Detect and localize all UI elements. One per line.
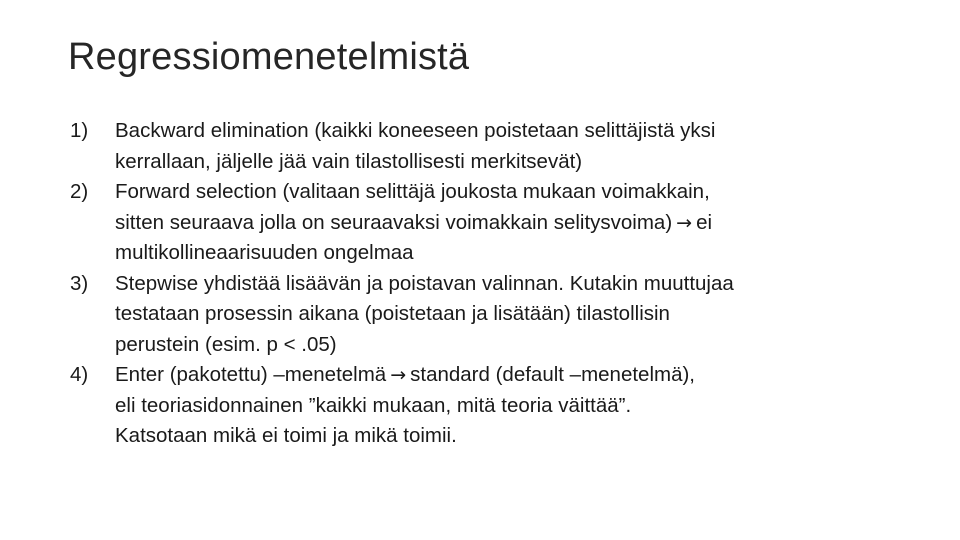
list-item-text: kerrallaan, jäljelle jää vain tilastollisesti merkitsevät) bbox=[115, 149, 583, 173]
list-item-text: testataan prosessin aikana (poistetaan ja lisätään) tilastollisin bbox=[115, 302, 670, 325]
list-item-text: Katsotaan mikä ei toimi ja mikä toimii. bbox=[115, 424, 457, 447]
list-item-text: eli teoriasidonnainen ”kaikki mukaan, mitä teoria väittää”. bbox=[115, 393, 632, 417]
right-arrow-icon: → bbox=[390, 364, 407, 386]
list-item-text: ei bbox=[696, 210, 713, 234]
list-item-text-with-arrow bbox=[115, 360, 930, 391]
list-item-text-with-arrow bbox=[115, 208, 930, 239]
numbered-list bbox=[70, 116, 930, 452]
list-item-text: Enter (pakotettu) –menetelmä bbox=[115, 363, 387, 386]
list-item bbox=[70, 360, 930, 452]
list-item bbox=[70, 269, 930, 361]
right-arrow-icon: → bbox=[676, 211, 693, 234]
list-item-text: Stepwise yhdistää lisäävän ja poistavan valinnan. Kutakin muuttujaa bbox=[115, 271, 734, 295]
list-item-text: multikollineaarisuuden ongelmaa bbox=[115, 241, 414, 264]
list-item-text: standard (default –menetelmä), bbox=[410, 363, 696, 386]
list-item-text: Forward selection (valitaan selittäjä joukosta mukaan voimakkain, bbox=[115, 180, 710, 203]
list-item-number: 1) bbox=[70, 119, 89, 142]
list-item-text: perustein (esim. p < .05) bbox=[115, 332, 337, 356]
list-item-number: 2) bbox=[70, 180, 89, 203]
list-item-text: Backward elimination (kaikki koneeseen poistetaan selittäjistä yksi bbox=[115, 119, 716, 142]
list-item-number: 4) bbox=[70, 363, 89, 386]
list-item bbox=[70, 116, 930, 177]
list-item-number: 3) bbox=[70, 271, 89, 295]
list-item bbox=[70, 177, 930, 269]
list-item-text: sitten seuraava jolla on seuraavaksi voimakkain selitysvoima) bbox=[115, 210, 673, 234]
slide-title: Regressiomenetelmistä bbox=[68, 36, 470, 78]
